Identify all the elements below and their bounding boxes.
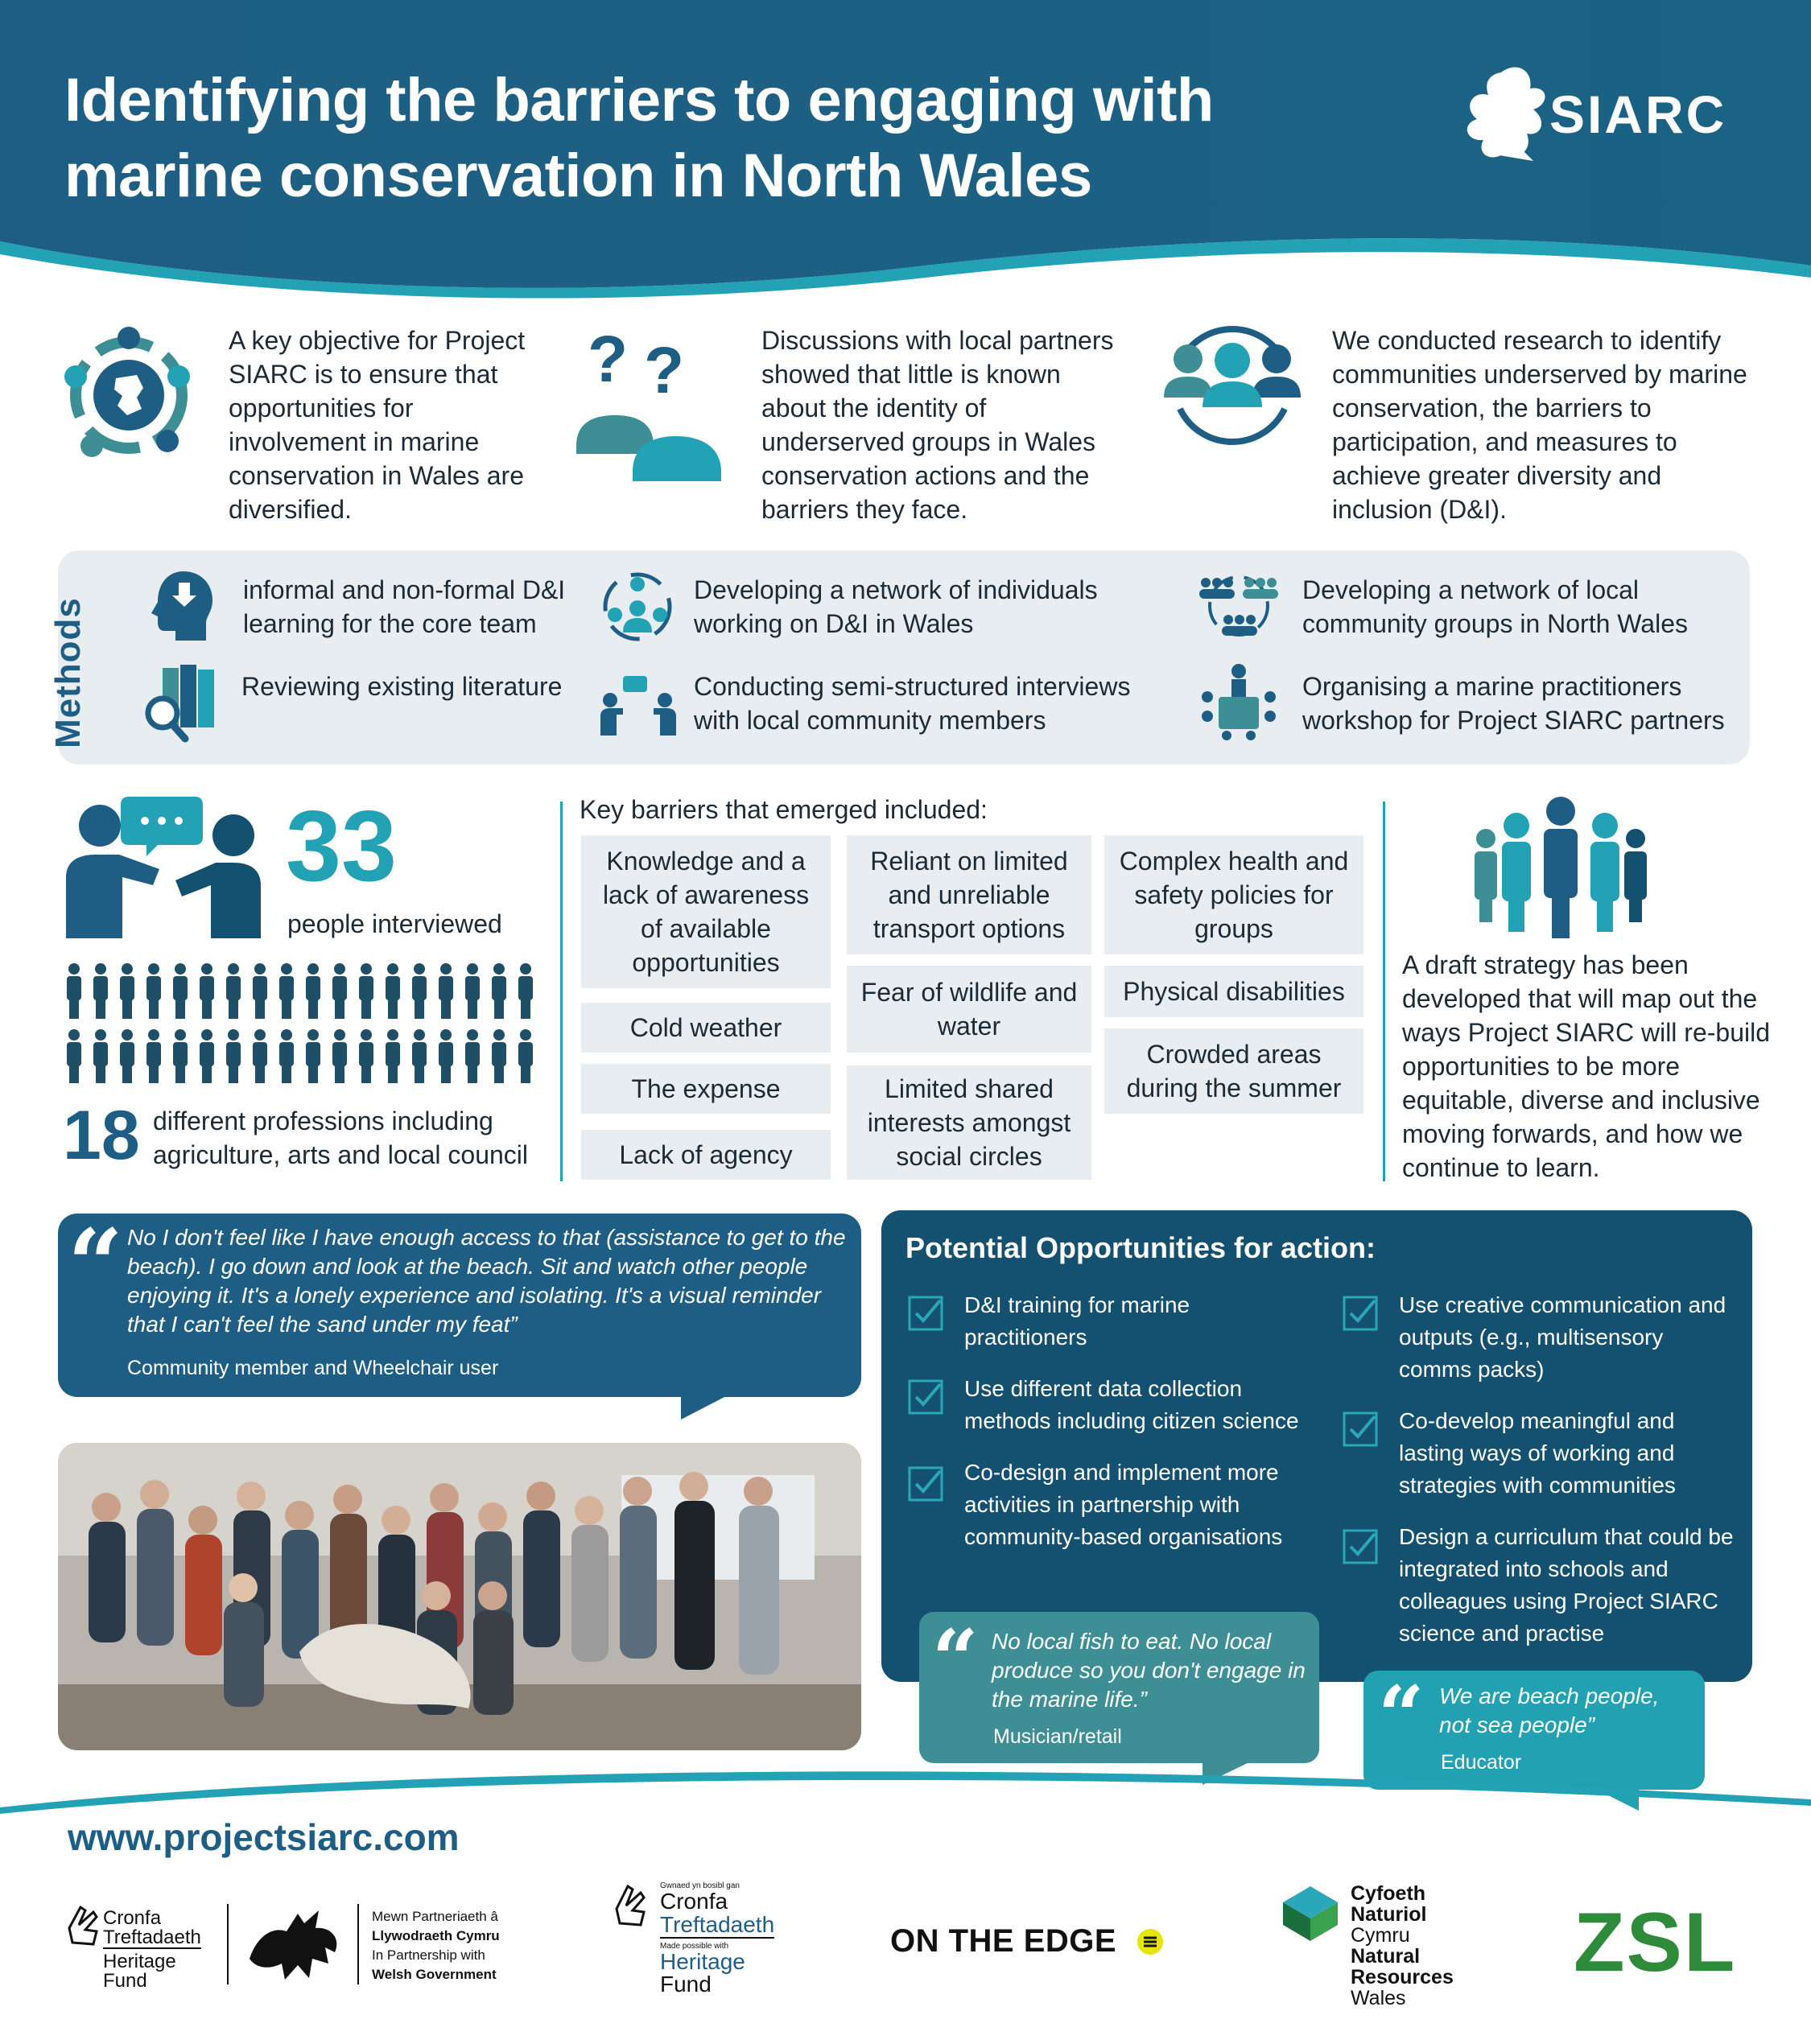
quote-text: We are beach people, not sea people” — [1439, 1683, 1660, 1737]
logo-line: Llywodraeth Cymru — [372, 1928, 500, 1943]
quote-mark-icon: “ — [932, 1612, 979, 1707]
on-the-edge-badge-icon — [1137, 1928, 1164, 1955]
methods-label: Methods — [48, 597, 88, 748]
professions-people-grid-icon — [64, 962, 542, 1083]
group-photo — [58, 1443, 861, 1750]
person-figure-icon — [279, 963, 294, 1019]
logo-line: Cronfa — [660, 1889, 728, 1914]
person-figure-icon — [200, 963, 214, 1019]
logo-line: Cymru — [1351, 1924, 1410, 1947]
barrier-card: Physical disabilities — [1104, 966, 1363, 1017]
people-network-icon — [599, 568, 676, 645]
quote-attribution: Community member and Wheelchair user — [127, 1357, 499, 1379]
method-text-3: Developing a network of local community groups in North Wales — [1302, 575, 1688, 638]
workshop-icon — [1194, 661, 1283, 742]
divider-right — [1383, 802, 1385, 1181]
svg-text:?: ? — [588, 325, 629, 396]
interviewed-label: people interviewed — [287, 909, 502, 938]
method-text-4: Reviewing existing literature — [241, 672, 563, 701]
quote-attribution: Educator — [1441, 1751, 1522, 1774]
person-figure-icon — [439, 1029, 453, 1083]
person-figure-icon — [146, 1029, 161, 1083]
barrier-card: Limited shared interests amongst social circles — [847, 1065, 1091, 1180]
logo-line: In Partnership with — [372, 1947, 485, 1963]
footer-wave — [0, 1767, 1811, 1815]
professions-label: different professions including agriculture, arts and local council — [153, 1106, 529, 1169]
hand-logo-icon — [64, 1904, 100, 1947]
barrier-card: The expense — [581, 1064, 831, 1114]
barrier-card: Lack of agency — [581, 1130, 831, 1180]
person-figure-icon — [226, 1029, 241, 1083]
person-figure-icon — [120, 1029, 134, 1083]
person-figure-icon — [146, 963, 161, 1019]
method-text-1: informal and non-formal D&I learning for the core team — [243, 575, 566, 638]
person-figure-icon — [465, 963, 480, 1019]
siarc-logo-text: SIARC — [1549, 84, 1727, 144]
intro-text-3: We conducted research to identify communities underserved by marine conservation, the barriers to participation, and measures to achieve greater diversity and inclusion (D&I). — [1332, 326, 1747, 524]
interview-conversation-icon — [63, 797, 264, 938]
quote-bubble-tail — [681, 1394, 731, 1420]
divider-left — [560, 802, 563, 1181]
quote-mark-icon: “ — [1378, 1668, 1425, 1763]
welsh-dragon-icon — [241, 1902, 346, 1983]
logo-line: Mewn Partneriaeth â — [372, 1909, 498, 1924]
professions-count: 18 — [63, 1097, 140, 1174]
heritage-fund-logo — [103, 1909, 201, 1991]
person-figure-icon — [306, 963, 320, 1019]
person-figure-icon — [253, 1029, 267, 1083]
books-magnifier-icon — [138, 663, 227, 744]
logo-line: Fund — [103, 1970, 147, 1992]
person-figure-icon — [412, 1029, 427, 1083]
method-text-5: Conducting semi-structured interviews with local community members — [694, 672, 1131, 735]
logo-line: Gwnaed yn bosibl gan — [660, 1881, 740, 1890]
person-figure-icon — [386, 1029, 400, 1083]
opportunities-heading: Potential Opportunities for action: — [906, 1231, 1376, 1264]
person-figure-icon — [226, 963, 241, 1019]
person-figure-icon — [359, 1029, 373, 1083]
logo-line: Welsh Government — [372, 1967, 497, 1982]
checkbox-icon — [1343, 1411, 1378, 1447]
checkbox-icon — [1343, 1296, 1378, 1331]
opportunity-item: Co-design and implement more activities in partnership with community-based organisations — [964, 1460, 1283, 1549]
person-figure-icon — [253, 963, 267, 1019]
svg-text:?: ? — [644, 334, 685, 407]
checkbox-icon — [908, 1379, 943, 1415]
person-figure-icon — [173, 1029, 188, 1083]
strategy-text: A draft strategy has been developed that will map out the ways Project SIARC will re-build opportunities to be more equitable, diverse and inclusive moving forwards, and how we continue to learn. — [1402, 950, 1771, 1182]
logo-line: Heritage — [660, 1949, 745, 1974]
title-line-1: Identifying the barriers to engaging with — [64, 66, 1214, 134]
barrier-card: Cold weather — [581, 1003, 831, 1053]
person-figure-icon — [173, 963, 188, 1019]
on-the-edge-logo: ON THE EDGE — [890, 1923, 1117, 1959]
barrier-card: Knowledge and a lack of awareness of available opportunities — [581, 835, 831, 988]
intro-text-1: A key objective for Project SIARC is to ensure that opportunities for involvement in marine conservation in Wales are diversified. — [229, 326, 526, 524]
hand-logo-icon — [612, 1883, 647, 1928]
person-figure-icon — [386, 963, 400, 1019]
opportunity-item: Use creative communication and outputs (e.g., multisensory comms packs) — [1399, 1292, 1726, 1382]
person-figure-icon — [439, 963, 453, 1019]
checkbox-icon — [1343, 1529, 1378, 1564]
person-figure-icon — [332, 963, 347, 1019]
barrier-card: Complex health and safety policies for groups — [1104, 835, 1363, 954]
logo-divider — [357, 1904, 359, 1984]
person-figure-icon — [279, 1029, 294, 1083]
head-learning-icon — [148, 568, 216, 644]
person-figure-icon — [465, 1029, 480, 1083]
quote-attribution: Musician/retail — [993, 1725, 1122, 1748]
team-people-icon — [1470, 797, 1652, 940]
natural-resources-wales-logo — [1351, 1883, 1454, 2009]
barrier-card: Reliant on limited and unreliable transport options — [847, 835, 1091, 954]
intro-text-2: Discussions with local partners showed that little is known about the identity of underserved groups in Wales conservation actions and the barriers they face. — [761, 326, 1114, 524]
person-figure-icon — [412, 963, 427, 1019]
nrw-logo-icon — [1281, 1885, 1339, 1943]
community-groups-icon — [1194, 570, 1283, 642]
heritage-fund-logo-2 — [660, 1881, 774, 1996]
person-figure-icon — [518, 1029, 533, 1083]
opportunity-item: Design a curriculum that could be integrated into schools and colleagues using Project SIARC science and practise — [1399, 1524, 1734, 1646]
wales-network-icon — [58, 320, 200, 470]
quote-text: No local fish to eat. No local produce so you don't engage in the marine life.” — [992, 1629, 1306, 1712]
checkbox-icon — [908, 1466, 943, 1502]
logo-line: Natural — [1351, 1945, 1421, 1968]
method-text-2: Developing a network of individuals working on D&I in Wales — [694, 575, 1098, 638]
opportunity-item: Use different data collection methods including citizen science — [964, 1376, 1299, 1433]
barrier-card: Crowded areas during the summer — [1104, 1028, 1363, 1114]
interviewed-count: 33 — [286, 791, 397, 902]
person-figure-icon — [492, 1029, 506, 1083]
person-figure-icon — [359, 963, 373, 1019]
logo-line: Fund — [660, 1972, 712, 1997]
quote-text: No I don't feel like I have enough access to that (assistance to get to the beach). I go down and look at the beach. Sit and watch other people enjoying it. It's a lonely experience and isolating. It's a visual reminder that I can't feel the sand under my feat” — [127, 1225, 846, 1337]
title-line-2: marine conservation in North Wales — [64, 142, 1092, 210]
quote-mark-icon: “ — [68, 1208, 124, 1321]
logo-divider — [227, 1904, 229, 1984]
person-figure-icon — [120, 963, 134, 1019]
barrier-card: Fear of wildlife and water — [847, 966, 1091, 1053]
opportunity-item: Co-develop meaningful and lasting ways of working and strategies with communities — [1399, 1408, 1676, 1498]
logo-line: Naturiol — [1351, 1903, 1427, 1926]
question-people-icon — [573, 325, 731, 483]
logo-line: Heritage — [103, 1951, 176, 1972]
person-figure-icon — [67, 1029, 81, 1083]
method-text-6: Organising a marine practitioners workshop for Project SIARC partners — [1302, 672, 1725, 735]
website-link[interactable]: www.projectsiarc.com — [68, 1816, 460, 1858]
welsh-government-logo — [372, 1907, 500, 1984]
logo-line: Made possible with — [660, 1942, 729, 1951]
page-title — [64, 63, 1384, 214]
barriers-heading: Key barriers that emerged included: — [580, 795, 988, 824]
person-figure-icon — [492, 963, 506, 1019]
opportunity-item: D&I training for marine practitioners — [964, 1292, 1190, 1350]
person-figure-icon — [67, 963, 81, 1019]
person-figure-icon — [306, 1029, 320, 1083]
logo-line: Resources — [1351, 1966, 1454, 1988]
logo-line: Treftadaeth — [660, 1912, 775, 1937]
logo-line: Cronfa — [103, 1907, 162, 1929]
person-figure-icon — [518, 963, 533, 1019]
person-figure-icon — [93, 963, 108, 1019]
person-figure-icon — [200, 1029, 214, 1083]
interview-icon — [597, 676, 679, 736]
group-cycle-icon — [1156, 314, 1309, 451]
zsl-logo: ZSL — [1574, 1896, 1737, 1989]
person-figure-icon — [93, 1029, 108, 1083]
person-figure-icon — [332, 1029, 347, 1083]
logo-line: Wales — [1351, 1987, 1406, 2009]
logo-line: Cyfoeth — [1351, 1882, 1426, 1905]
logo-line: Treftadaeth — [103, 1927, 201, 1948]
checkbox-icon — [908, 1296, 943, 1331]
